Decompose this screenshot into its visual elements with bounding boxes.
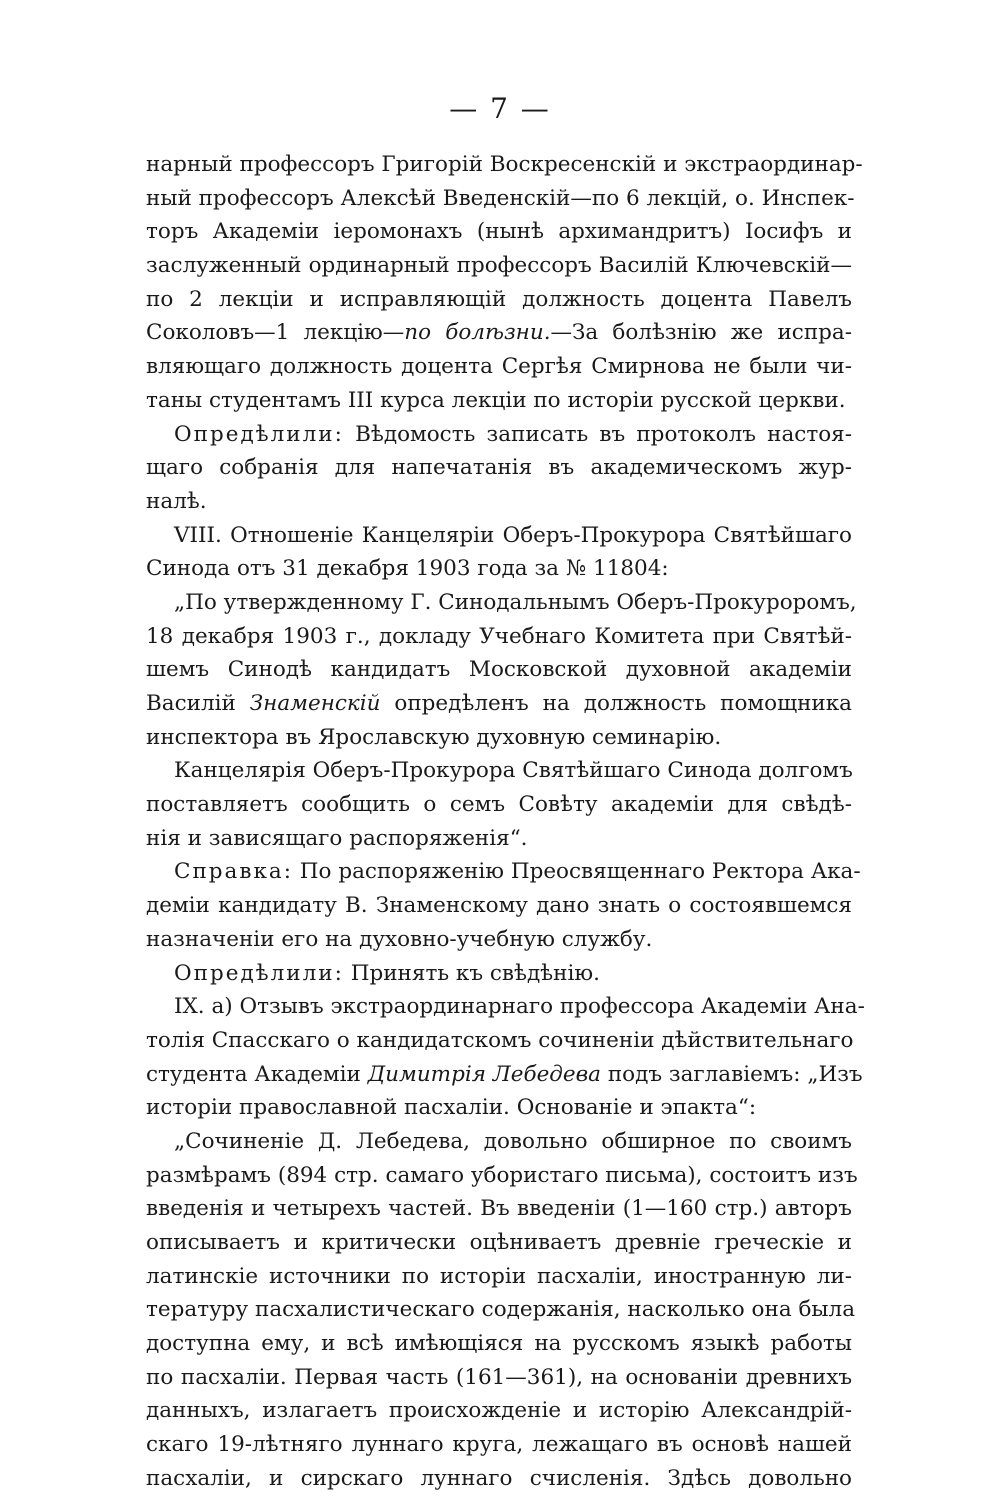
- text-segment: VIII. Отношеніе Канцеляріи Оберъ-Прокурора Святѣйшаго: [174, 522, 852, 548]
- text-segment: тературу пасхалистическаго содержанія, насколько она была: [146, 1297, 856, 1323]
- text-line: [146, 990, 865, 1024]
- text-line: [146, 215, 852, 249]
- text-segment: налѣ.: [146, 488, 207, 514]
- text-line: [146, 451, 852, 485]
- spaced-heading-text: Справка:: [174, 859, 293, 885]
- text-segment: исторіи православной пасхаліи. Основаніе и эпакта“:: [146, 1095, 757, 1121]
- text-line: [146, 1361, 852, 1395]
- text-line: [146, 182, 855, 216]
- text-line: [146, 889, 852, 923]
- text-line: [146, 485, 852, 519]
- text-segment: —За болѣзнію же испра-: [550, 320, 852, 346]
- text-segment: 18 декабря 1903 г., докладу Учебнаго Комитета при Святѣй-: [146, 623, 852, 649]
- text-line: [146, 1125, 852, 1159]
- text-line: [146, 687, 852, 721]
- text-segment: доступна ему, и всѣ имѣющіяся на русскомъ языкѣ работы: [146, 1331, 852, 1357]
- text-segment: „Сочиненіе Д. Лебедева, довольно обширное по своимъ: [174, 1128, 852, 1154]
- text-line: [146, 586, 857, 620]
- text-line: [146, 418, 852, 452]
- text-line: [146, 1091, 852, 1125]
- text-line: [146, 653, 852, 687]
- text-segment: скаго 19-лѣтняго луннаго круга, лежащаго въ основѣ нашей: [146, 1432, 852, 1458]
- text-segment: назначеніи его на духовно-учебную службу.: [146, 926, 653, 952]
- text-line: [146, 1058, 863, 1092]
- text-line: [146, 1428, 852, 1462]
- text-segment: нарный профессоръ Григорій Воскресенскій и экстраординар-: [146, 152, 863, 177]
- text-segment: данныхъ, излагаетъ происхожденіе и исторію Александрій-: [146, 1398, 852, 1424]
- text-line: [146, 822, 852, 856]
- text-line: [146, 721, 852, 755]
- text-line: [146, 754, 852, 788]
- text-line: [146, 1260, 852, 1294]
- text-segment: поставляетъ сообщить о семъ Совѣту академіи для свѣдѣ-: [146, 792, 852, 818]
- text-line: [146, 1226, 852, 1260]
- italic-text: по болѣзни.: [404, 320, 551, 346]
- text-line: [146, 148, 863, 182]
- text-segment: По распоряженію Преосвященнаго Ректора Ака-: [292, 859, 861, 885]
- body-text: [146, 148, 865, 1496]
- text-line: [146, 1462, 852, 1496]
- text-segment: толія Спасскаго о кандидатскомъ сочиненіи дѣйствительнаго: [146, 1027, 854, 1053]
- text-line: [146, 1394, 852, 1428]
- text-segment: шемъ Синодѣ кандидатъ Московской духовной академіи: [146, 657, 852, 683]
- text-segment: ный профессоръ Алексѣй Введенскій—по 6 лекцій, о. Инспек-: [146, 185, 855, 211]
- text-segment: подъ заглавіемъ: „Изъ: [600, 1061, 863, 1087]
- text-segment: Канцелярія Оберъ-Прокурора Святѣйшаго Синода долгомъ: [174, 758, 853, 784]
- text-line: [146, 384, 852, 418]
- italic-text: Знаменскій: [249, 691, 381, 716]
- text-line: [146, 957, 852, 991]
- text-line: [146, 1024, 852, 1058]
- text-segment: торъ Академіи іеромонахъ (нынѣ архимандритъ) Іосифъ и: [146, 219, 852, 245]
- spaced-heading-text: Опредѣлили:: [174, 960, 344, 986]
- text-line: [146, 620, 852, 654]
- spaced-heading-text: Опредѣлили:: [174, 421, 344, 447]
- text-segment: Соколовъ—1 лекцію—: [146, 320, 405, 346]
- text-segment: Принять къ свѣдѣнію.: [343, 960, 600, 986]
- text-line: [146, 316, 852, 350]
- text-segment: инспектора въ Ярославскую духовную семинарію.: [146, 724, 722, 750]
- text-segment: по 2 лекціи и исправляющій должность доцента Павелъ: [146, 286, 852, 312]
- text-segment: Василій: [146, 691, 250, 716]
- text-line: [146, 519, 852, 553]
- page-number: — 7 —: [449, 92, 551, 125]
- text-segment: IX. а) Отзывъ экстраординарнаго профессора Академіи Ана-: [174, 994, 865, 1020]
- text-line: [146, 855, 861, 889]
- text-line: [146, 1293, 856, 1327]
- text-segment: деміи кандидату В. Знаменскому дано знать о состоявшемся: [146, 893, 852, 919]
- text-line: [146, 350, 852, 384]
- italic-text: Димитрія Лебедева: [367, 1061, 601, 1087]
- text-segment: опредѣленъ на должность помощника: [380, 691, 852, 716]
- text-segment: вляющаго должность доцента Сергѣя Смирнова не были чи-: [146, 354, 852, 380]
- text-segment: размѣрамъ (894 стр. самаго убористаго письма), состоитъ изъ: [146, 1162, 858, 1188]
- text-segment: описываетъ и критически оцѣниваетъ древніе греческіе и: [146, 1230, 852, 1255]
- text-segment: студента Академіи: [146, 1061, 368, 1087]
- text-segment: нія и зависящаго распоряженія“.: [146, 825, 528, 851]
- text-line: [146, 249, 852, 283]
- text-segment: щаго собранія для напечатанія въ академическомъ жур-: [146, 455, 852, 481]
- text-segment: Синода отъ 31 декабря 1903 года за № 11804:: [146, 556, 669, 582]
- text-segment: Вѣдомость записать въ протоколъ настоя-: [343, 421, 852, 447]
- text-segment: латинскіе источники по исторіи пасхаліи, иностранную ли-: [146, 1263, 852, 1289]
- text-segment: таны студентамъ III курса лекціи по исторіи русской церкви.: [146, 387, 846, 413]
- text-segment: заслуженный ординарный профессоръ Василій Ключевскій—: [146, 253, 852, 279]
- text-line: [146, 1192, 852, 1226]
- text-line: [146, 283, 852, 317]
- text-segment: введенія и четырехъ частей. Въ введеніи (1—160 стр.) авторъ: [146, 1196, 852, 1222]
- text-line: [146, 1327, 852, 1361]
- text-segment: пасхаліи, и сирскаго луннаго счисленія. Здѣсь довольно: [146, 1465, 852, 1491]
- text-line: [146, 788, 852, 822]
- text-segment: по пасхаліи. Первая часть (161—361), на основаніи древнихъ: [146, 1364, 852, 1390]
- text-line: [146, 923, 852, 957]
- text-line: [146, 552, 852, 586]
- text-segment: „По утвержденному Г. Синодальнымъ Оберъ-Прокуроромъ,: [174, 589, 857, 615]
- text-line: [146, 1159, 858, 1193]
